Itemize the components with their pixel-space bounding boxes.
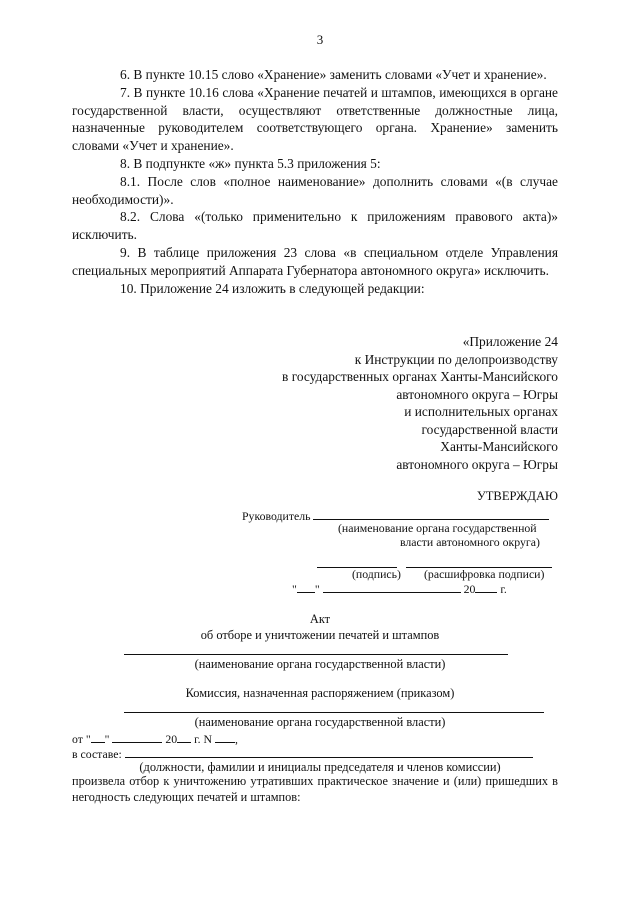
act-final-paragraph: произвела отбор к уничтожению утративших практическое значение и (или) пришедших в негодность следующих печатей и штампов: — [72, 774, 558, 804]
appendix-line: в государственных органах Ханты-Мансийского — [282, 369, 558, 384]
appendix-line: автономного округа – Югры — [396, 386, 558, 402]
approval-date-row — [292, 580, 507, 597]
act-org-caption: (наименование органа государственной власти) — [194, 657, 446, 671]
page-number: 3 — [316, 32, 324, 47]
paragraph-10: 10. Приложение 24 изложить в следующей редакции: — [120, 280, 425, 296]
act-year-blank[interactable] — [177, 730, 191, 743]
paragraph-8: 8. В подпункте «ж» пункта 5.3 приложения 5: — [120, 155, 381, 171]
act-year-prefix: 20 — [165, 732, 178, 746]
composition-blank[interactable] — [125, 745, 533, 758]
appendix-line: автономного округа – Югры — [396, 456, 558, 472]
act-quote-close: " — [104, 732, 110, 746]
day-blank[interactable] — [297, 580, 315, 593]
appendix-heading — [282, 333, 558, 473]
date-quote-close: " — [314, 582, 320, 596]
month-blank[interactable] — [323, 580, 461, 593]
amendments-text — [72, 66, 558, 297]
appendix-line: к Инструкции по делопроизводству — [354, 351, 558, 367]
date-quote-open: " — [292, 582, 297, 596]
appendix-line: государственной власти — [421, 421, 558, 437]
org-caption-line-2: власти автономного округа) — [400, 535, 540, 549]
act-subtitle: об отборе и уничтожении печатей и штампов — [200, 628, 440, 642]
year-blank[interactable] — [475, 580, 497, 593]
year-prefix: 20 — [463, 582, 476, 596]
act-day-blank[interactable] — [91, 730, 105, 743]
appendix-line: «Приложение 24 — [462, 334, 558, 349]
act-from-label: от " — [72, 732, 91, 746]
paragraph-8-2: 8.2. Слова «(только применительно к приложениям правового акта)» исключить. — [72, 209, 558, 243]
decoding-caption: (расшифровка подписи) — [424, 567, 545, 581]
appendix-line: Ханты-Мансийского — [440, 439, 558, 454]
commission-org-caption: (наименование органа государственной власти) — [194, 715, 446, 729]
commission-org-blank[interactable] — [124, 700, 544, 713]
act-number-blank[interactable] — [215, 730, 235, 743]
approval-title: УТВЕРЖДАЮ — [476, 489, 558, 503]
act-final-text — [72, 773, 558, 805]
composition-label: в составе: — [72, 747, 122, 761]
act-date-row: от " " 20 г. N , — [72, 732, 238, 746]
paragraph-9: 9. В таблице приложения 23 слова «в специальном отделе Управления специальных мероприятий Аппарата Губернатора автономного округа» исключить. — [72, 244, 558, 278]
org-caption-line-1: (наименование органа государственной — [338, 521, 537, 535]
year-suffix: г. — [500, 582, 507, 596]
commission-line: Комиссия, назначенная распоряжением (приказом) — [185, 686, 455, 700]
org-name-blank[interactable] — [313, 507, 549, 520]
act-org-blank[interactable] — [124, 642, 508, 655]
act-number-label: г. N — [194, 732, 213, 746]
signature-caption: (подпись) — [352, 567, 401, 581]
paragraph-7: 7. В пункте 10.16 слова «Хранение печатей и штампов, имеющихся в органе государственной власти, осуществляют ответственные должностные лица, назначенные руководителем соответствующего органа. Хранение» заменить словами «Учет и хранение». — [72, 84, 558, 154]
head-label: Руководитель — [242, 509, 311, 523]
act-month-blank[interactable] — [112, 730, 162, 743]
paragraph-8-1: 8.1. После слов «полное наименование» дополнить словами «(в случае необходимости)». — [72, 173, 558, 207]
act-title: Акт — [309, 612, 331, 626]
paragraph-6: 6. В пункте 10.15 слово «Хранение» заменить словами «Учет и хранение». — [120, 67, 547, 82]
composition-caption: (должности, фамилии и инициалы председателя и членов комиссии) — [139, 760, 501, 774]
appendix-line: и исполнительных органах — [404, 404, 558, 419]
